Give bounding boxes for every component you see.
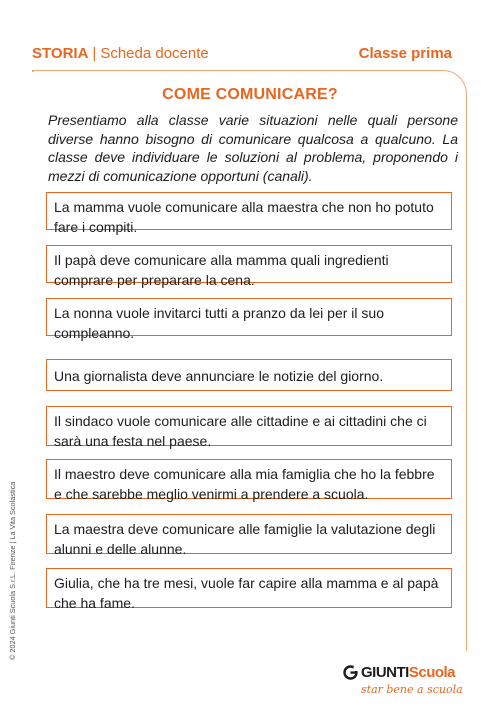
- subject-name: STORIA: [32, 45, 89, 62]
- logo-part-giunti: GIUNTI: [361, 664, 409, 681]
- situation-box: [46, 298, 452, 341]
- logo-wordmark: [361, 664, 455, 681]
- intro-paragraph: Presentiamo alla classe varie situazioni nelle quali persone diverse hanno bisogno di comunicare qualcosa a qualcuno. La classe deve individuare le soluzioni al problema, proponendo i mezzi di comunicazione opportuni (canali).: [48, 112, 458, 184]
- header-separator: |: [92, 45, 97, 62]
- situation-text: La maestra deve comunicare alle famiglie la valutazione degli alunni e delle alunne.: [54, 521, 436, 557]
- situation-text: La nonna vuole invitarci tutti a pranzo da lei per il suo compleanno.: [54, 305, 384, 341]
- situation-text: Il maestro deve comunicare alla mia famiglia che ho la febbre e che sarebbe meglio venirmi a prendere a scuola.: [54, 466, 435, 502]
- situation-box: [46, 359, 452, 391]
- sheet-type: Scheda docente: [100, 45, 209, 62]
- copyright-notice: © 2024 Giunti Scuola S.r.L. Firenze | La Vita Scolastica: [8, 481, 17, 660]
- giunti-g-icon: [343, 665, 358, 680]
- logo-tagline: star bene a scuola: [361, 683, 463, 696]
- giunti-scuola-logo: [343, 664, 463, 698]
- frame-corner: [32, 70, 34, 72]
- situation-box: [46, 459, 452, 502]
- situation-box: [46, 406, 452, 449]
- logo-part-scuola: Scuola: [408, 664, 456, 681]
- grade-label: Classe prima: [358, 45, 452, 62]
- situation-text: Giulia, che ha tre mesi, vuole far capire alla mamma e al papà che ha fame.: [54, 575, 439, 611]
- page-title: COME COMUNICARE?: [162, 86, 338, 103]
- page-header: [32, 45, 452, 67]
- situation-text: La mamma vuole comunicare alla maestra che non ho potuto fare i compiti.: [54, 199, 434, 235]
- situation-text: Una giornalista deve annunciare le notizie del giorno.: [54, 368, 384, 384]
- situation-text: Il papà deve comunicare alla mamma quali ingredienti comprare per preparare la cena.: [54, 252, 389, 288]
- situation-box: [46, 514, 452, 557]
- situation-box: [46, 245, 452, 288]
- situation-box: [46, 192, 452, 235]
- situation-box: [46, 568, 452, 611]
- subject-label: [32, 45, 209, 62]
- situation-text: Il sindaco vuole comunicare alle cittadine e ai cittadini che ci sarà una festa nel paese.: [54, 413, 427, 449]
